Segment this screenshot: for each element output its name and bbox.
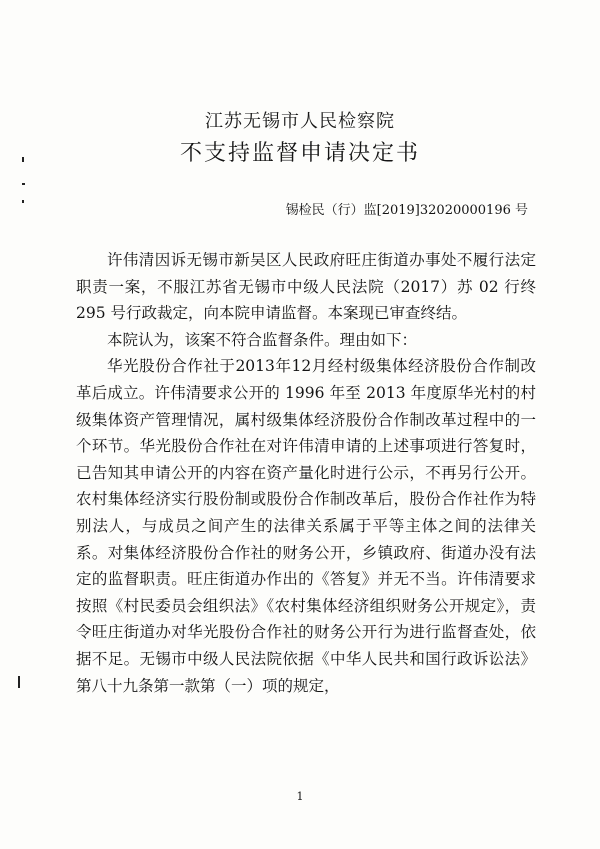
page-number: 1 [296,790,304,803]
scan-mark [18,676,20,688]
paragraph: 华光股份合作社于2013年12月经村级集体经济股份合作制改革后成立。许伟清要求公开的 1996 年至 2013 年度原华光村的村级集体资产管理情况，属村级集体经济股份合作制改革过程中的一个环节。华光股份合作社在对许伟清申请的上述事项进行答复时，已告知其申请公开的内容在资产量化时进行公示，不再另行公开。农村集体经济实行股份制或股份合作制改革后，股份合作社作为特别法人，与成员之间产生的法律关系属于平等主体之间的法律关系。对集体经济股份合作社的财务公开，乡镇政府、街道办没有法定的监督职责。旺庄街道办作出的《答复》并无不当。许伟清要求按照《村民委员会组织法》《农村集体经济组织财务公开规定》，责令旺庄街道办对华光股份合作社的财务公开行为进行监督查处，依据不足。无锡市中级人民法院依据《中华人民共和国行政诉讼法》第八十九条第一款第（一）项的规定， [76,357,536,695]
scan-mark [22,200,24,203]
paragraph: 许伟清因诉无锡市新吴区人民政府旺庄街道办事处不履行法定职责一案，不服江苏省无锡市中级人民法院（2017）苏 02 行终 295 号行政裁定，向本院申请监督。本案现已审查终结。 [76,251,536,323]
document-title: 不支持监督申请决定书 [179,141,420,166]
document-number: 锡检民（行）监[2019]32020000196 号 [285,203,528,218]
issuing-organization: 江苏无锡市人民检察院 [205,111,395,132]
scan-mark [22,183,25,185]
paragraph: 本院认为，该案不符合监督条件。理由如下： [107,330,418,349]
document-body [76,247,536,699]
